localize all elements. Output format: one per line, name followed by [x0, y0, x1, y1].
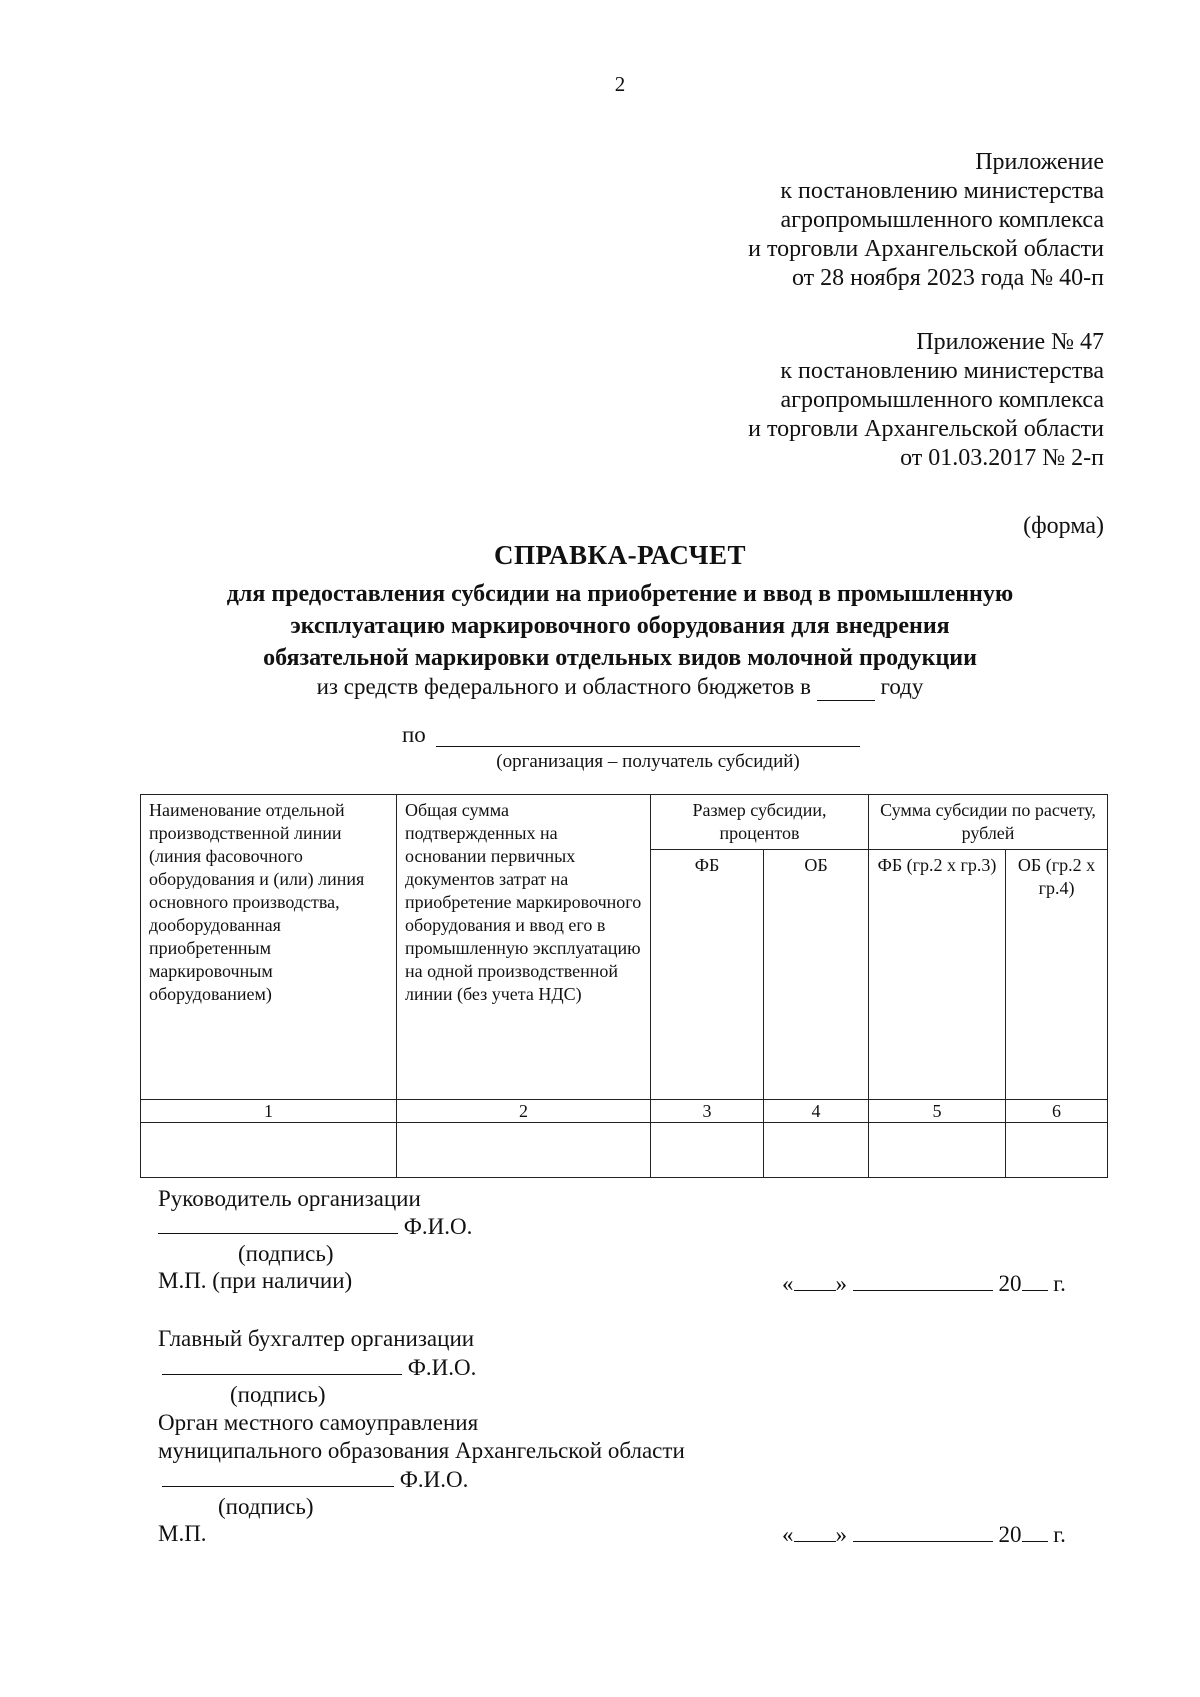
- table-cell: [1006, 1123, 1108, 1178]
- header-ob-amount: ОБ (гр.2 х гр.4): [1006, 850, 1108, 1100]
- column-number: 3: [651, 1100, 764, 1123]
- year-prefix: 20: [998, 1522, 1022, 1547]
- column-number: 6: [1006, 1100, 1108, 1123]
- table-cell: [764, 1123, 869, 1178]
- header-subsidy-amount: Сумма субсидии по расчету, рублей: [869, 795, 1108, 850]
- date-field: [782, 1270, 1066, 1297]
- date-field: [782, 1521, 1066, 1548]
- form-note: (форма): [1023, 513, 1104, 539]
- column-number: 5: [869, 1100, 1006, 1123]
- header-total-cost: Общая сумма подтвержденных на основании первичных документов затрат на приобретение маркировочного оборудования и ввод его в промышленную эксплуатацию на одной производственной линии (без учета НДС): [397, 795, 651, 1100]
- year-blank: [1022, 1521, 1048, 1542]
- column-numbers-row: [141, 1100, 1108, 1123]
- table-row: [141, 1123, 1108, 1178]
- month-blank: [853, 1521, 993, 1542]
- funds-year-word: году: [880, 674, 924, 699]
- appendix-line: от 01.03.2017 № 2-п: [900, 445, 1104, 471]
- accountant-title: Главный бухгалтер организации: [158, 1326, 475, 1351]
- year-blank: [1022, 1270, 1048, 1291]
- signature-line: [162, 1354, 402, 1375]
- day-blank: [794, 1270, 836, 1291]
- header-line-name: Наименование отдельной производственной линии (линия фасовочного оборудования и (или) линия основного производства, дооборудованная приобретенным маркировочным оборудованием): [141, 795, 397, 1100]
- funds-text: из средств федерального и областного бюджетов в: [316, 674, 811, 699]
- header-fb-percent: ФБ: [651, 850, 764, 1100]
- quote-open: «: [782, 1522, 794, 1547]
- quote-open: «: [782, 1271, 794, 1296]
- quote-close: »: [835, 1271, 847, 1296]
- year-blank: [817, 674, 875, 701]
- appendix-line: от 28 ноября 2023 года № 40-п: [792, 265, 1104, 291]
- appendix-line: к постановлению министерства: [780, 178, 1104, 204]
- org-prefix: по: [402, 722, 426, 747]
- quote-close: »: [835, 1522, 847, 1547]
- appendix-line: агропромышленного комплекса: [780, 387, 1104, 413]
- head-signature-row: [158, 1213, 472, 1240]
- fio-label: Ф.И.О.: [403, 1214, 473, 1239]
- subtitle-line: для предоставления субсидии на приобретение и ввод в промышленную: [226, 581, 1014, 607]
- year-prefix: 20: [998, 1271, 1022, 1296]
- appendix-line: Приложение: [975, 149, 1104, 175]
- header-fb-amount: ФБ (гр.2 х гр.3): [869, 850, 1006, 1100]
- document-subtitle: [120, 578, 1120, 674]
- column-number: 2: [397, 1100, 651, 1123]
- column-number: 4: [764, 1100, 869, 1123]
- year-suffix: г.: [1053, 1522, 1066, 1547]
- fio-label: Ф.И.О.: [399, 1467, 469, 1492]
- stamp-optional: М.П. (при наличии): [158, 1268, 353, 1293]
- calculation-table: [140, 794, 1108, 1178]
- signature-line: [158, 1213, 398, 1234]
- day-blank: [794, 1521, 836, 1542]
- table-cell: [869, 1123, 1006, 1178]
- table-cell: [397, 1123, 651, 1178]
- signature-line: [162, 1466, 394, 1487]
- authority-subtitle: муниципального образования Архангельской области: [158, 1438, 685, 1463]
- appendix-line: Приложение № 47: [916, 329, 1104, 355]
- appendix-line: и торговли Архангельской области: [748, 236, 1104, 262]
- subtitle-line: эксплуатацию маркировочного оборудования для внедрения: [290, 613, 950, 639]
- fio-label: Ф.И.О.: [407, 1355, 477, 1380]
- stamp: М.П.: [158, 1521, 207, 1546]
- page-number: 2: [614, 72, 626, 96]
- header-ob-percent: ОБ: [764, 850, 869, 1100]
- authority-signature-row: [162, 1466, 468, 1493]
- appendix-line: агропромышленного комплекса: [780, 207, 1104, 233]
- funds-line: [120, 674, 1120, 701]
- year-suffix: г.: [1053, 1271, 1066, 1296]
- org-name-blank: [436, 746, 860, 747]
- table-cell: [651, 1123, 764, 1178]
- document-title: СПРАВКА-РАСЧЕТ: [494, 540, 746, 570]
- appendix-amending-decree: [748, 148, 1104, 293]
- accountant-signature-row: [162, 1354, 476, 1381]
- column-number: 1: [141, 1100, 397, 1123]
- org-caption: (организация – получатель субсидий): [496, 751, 800, 772]
- signature-caption: (подпись): [218, 1494, 314, 1519]
- appendix-line: к постановлению министерства: [780, 358, 1104, 384]
- signature-caption: (подпись): [238, 1241, 334, 1266]
- appendix-original-decree: [748, 328, 1104, 473]
- signature-caption: (подпись): [230, 1382, 326, 1407]
- table-cell: [141, 1123, 397, 1178]
- head-title: Руководитель организации: [158, 1186, 421, 1211]
- authority-title: Орган местного самоуправления: [158, 1410, 479, 1435]
- appendix-line: и торговли Архангельской области: [748, 416, 1104, 442]
- subtitle-line: обязательной маркировки отдельных видов молочной продукции: [263, 645, 977, 671]
- month-blank: [853, 1270, 993, 1291]
- header-subsidy-percent: Размер субсидии, процентов: [651, 795, 869, 850]
